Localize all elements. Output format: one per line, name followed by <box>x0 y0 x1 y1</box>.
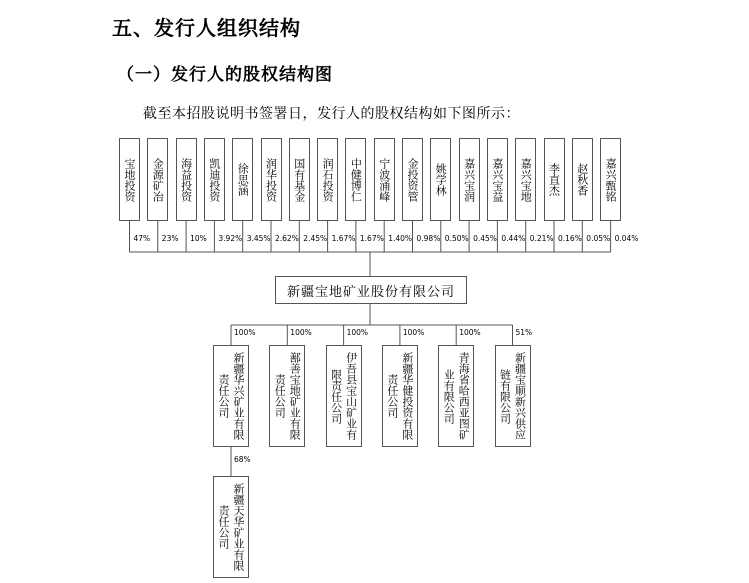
subsidiary-pct: 100% <box>234 328 256 337</box>
shareholder-pct: 0.50% <box>444 234 469 243</box>
shareholder-pct: 2.62% <box>275 234 299 243</box>
grandchild-pct: 68% <box>234 455 251 464</box>
shareholder-box: 润石投资 <box>317 138 338 221</box>
shareholder-pct: 47% <box>133 234 151 243</box>
grandchild-box: 新疆天华矿业有限责任公司 <box>213 476 249 578</box>
intro-text: 截至本招股说明书签署日，发行人的股权结构如下图所示： <box>143 106 520 122</box>
shareholder-pct: 3.45% <box>246 234 271 243</box>
shareholder-box: 海益投资 <box>176 138 197 221</box>
shareholder-box: 金源矿冶 <box>147 138 168 221</box>
shareholder-box: 嘉兴甄铭 <box>600 138 621 221</box>
subsidiary-box: 新疆宝顺新兴供应链有限公司 <box>495 345 531 447</box>
shareholder-box: 国有基金 <box>289 138 310 221</box>
shareholder-box: 姚学林 <box>430 138 451 221</box>
shareholder-box: 赵秋香 <box>572 138 593 221</box>
shareholder-box: 宝地投资 <box>119 138 140 221</box>
shareholder-box: 嘉兴宝润 <box>459 138 480 221</box>
shareholder-pct: 0.21% <box>529 234 554 243</box>
shareholder-box: 徐思涵 <box>232 138 253 221</box>
shareholder-box: 金投资管 <box>402 138 423 221</box>
shareholder-pct: 0.45% <box>473 234 497 243</box>
subsidiary-box: 新疆华兴矿业有限责任公司 <box>213 345 249 447</box>
shareholder-box: 凯迪投资 <box>204 138 225 221</box>
shareholder-pct: 3.92% <box>218 234 243 243</box>
subsidiary-box: 伊吾县宝山矿业有限责任公司 <box>326 345 362 447</box>
shareholder-box: 润华投资 <box>261 138 282 221</box>
shareholder-pct: 1.67% <box>331 234 356 243</box>
shareholder-box: 嘉兴宝地 <box>515 138 536 221</box>
shareholder-pct: 10% <box>190 234 207 243</box>
shareholder-box: 宁波涌峰 <box>374 138 395 221</box>
shareholder-pct: 1.40% <box>388 234 413 243</box>
shareholder-pct: 1.67% <box>359 234 384 243</box>
subsidiary-pct: 100% <box>346 328 369 337</box>
company-box: 新疆宝地矿业股份有限公司 <box>275 276 467 304</box>
shareholder-pct: 0.98% <box>416 234 441 243</box>
shareholder-pct: 23% <box>161 234 179 243</box>
subsidiary-pct: 100% <box>290 328 312 337</box>
subsection-title: （一）发行人的股权结构图 <box>117 65 333 85</box>
shareholder-pct: 2.45% <box>303 234 328 243</box>
subsidiary-pct: 100% <box>459 328 481 337</box>
shareholder-pct: 0.44% <box>501 234 526 243</box>
shareholder-box: 嘉兴宝益 <box>487 138 508 221</box>
shareholder-box: 李直杰 <box>544 138 565 221</box>
subsidiary-box: 青海省哈西亚图矿业有限公司 <box>438 345 474 447</box>
subsidiary-pct: 100% <box>402 328 425 337</box>
subsidiary-pct: 51% <box>515 328 533 337</box>
shareholder-pct: 0.16% <box>558 234 582 243</box>
shareholder-pct: 0.05% <box>586 234 611 243</box>
subsidiary-box: 鄯善宝地矿业有限责任公司 <box>269 345 305 447</box>
subsidiary-box: 新疆华健投资有限责任公司 <box>382 345 418 447</box>
shareholder-pct: 0.04% <box>614 234 639 243</box>
section-title: 五、发行人组织结构 <box>112 16 301 40</box>
shareholder-box: 中健博仁 <box>345 138 366 221</box>
